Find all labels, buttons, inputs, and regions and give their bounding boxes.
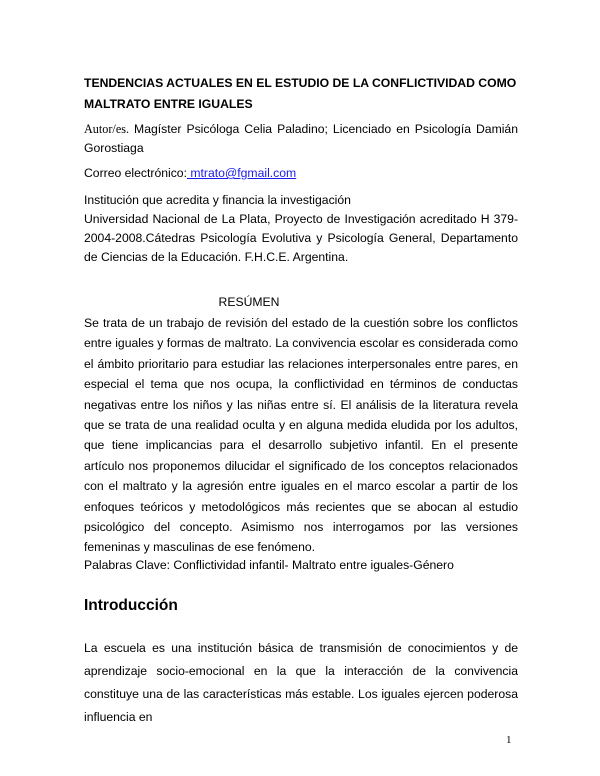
- authors-line: [84, 120, 518, 158]
- authors-label: Autor/es.: [84, 122, 130, 136]
- introduction-heading: Introducción: [84, 597, 178, 614]
- email-line: [84, 164, 518, 183]
- authors-names: Magíster Psicóloga Celia Paladino; Licenciado en Psicología Damián Gorostiaga: [84, 122, 518, 155]
- document-title: TENDENCIAS ACTUALES EN EL ESTUDIO DE LA CONFLICTIVIDAD COMO MALTRATO ENTRE IGUALES: [84, 76, 517, 111]
- institution-text: Universidad Nacional de La Plata, Proyecto de Investigación acreditado H 379-2004-2008.Cátedras Psicología Evolutiva y Psicología General, Departamento de Ciencias de la Educación. F.H.C.E. Argentina.: [84, 212, 518, 264]
- page-number: 1: [506, 734, 512, 746]
- abstract-text: Se trata de un trabajo de revisión del estado de la cuestión sobre los conflictos entre iguales y formas de maltrato. La convivencia escolar es considerada como el ámbito prioritario para estudiar las relaciones interpersonales entre pares, en especial el tema que nos ocupa, la conflictividad en términos de conductas negativas entre los niños y las niñas entre sí. El análisis de la literatura revela que se trata de una realidad oculta y en alguna medida eludida por los adultos, que tiene implicancias para el desarrollo subjetivo infantil. En el presente artículo nos proponemos dilucidar el significado de los conceptos relacionados con el maltrato y la agresión entre iguales en el marco escolar a partir de los enfoques teóricos y metodológicos más recientes que se abocan al estudio psicológico del concepto. Asimismo nos interrogamos por las versiones femeninas y masculinas de ese fenómeno.: [84, 316, 518, 555]
- email-link[interactable]: mtrato@fgmail.com: [186, 166, 297, 180]
- email-label: Correo electrónico:: [84, 166, 187, 180]
- keywords: Palabras Clave: Conflictividad infantil- Maltrato entre iguales-Género: [84, 558, 454, 572]
- abstract-heading: RESÚMEN: [218, 295, 280, 309]
- institution-heading: Institución que acredita y financia la investigación: [84, 193, 351, 207]
- introduction-text: La escuela es una institución básica de transmisión de conocimientos y de aprendizaje socio-emocional en la que la interacción de la convivencia constituye una de las características más estable. Los iguales ejercen poderosa influencia en: [84, 641, 518, 724]
